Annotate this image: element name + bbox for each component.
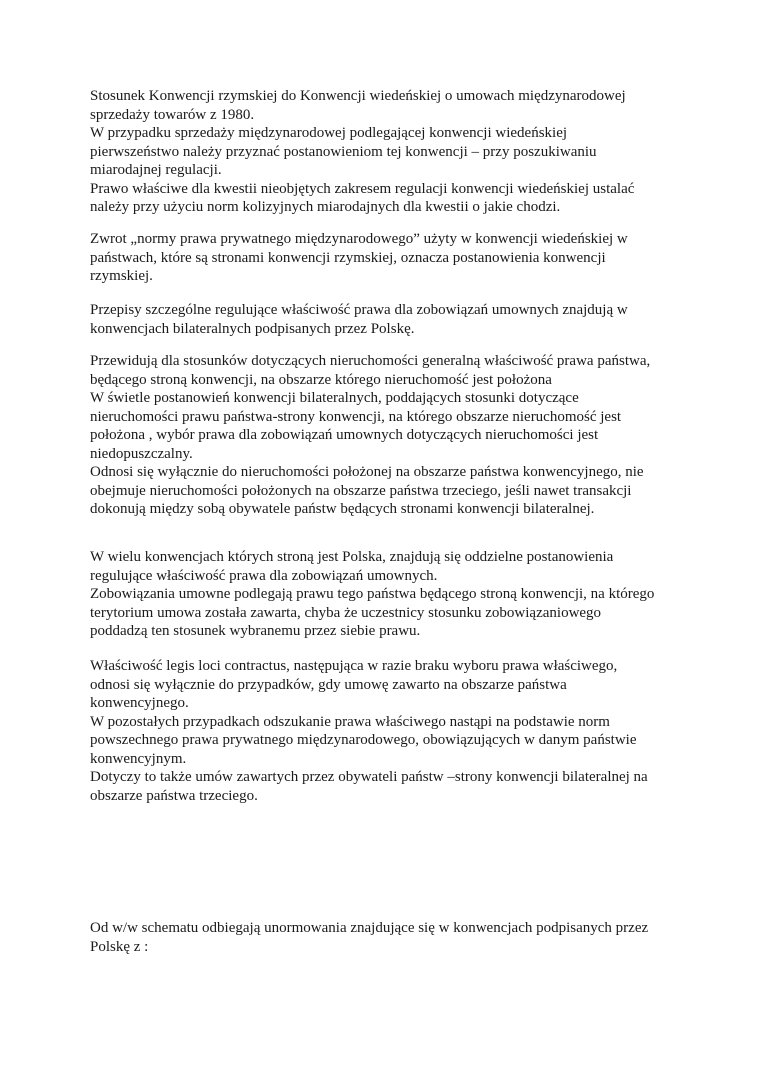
text-line: W pozostałych przypadkach odszukanie prawa właściwego nastąpi na podstawie norm (90, 713, 610, 730)
paragraph-deviating-regulations (90, 919, 690, 956)
text-line: W wielu konwencjach których stroną jest Polska, znajdują się oddzielne postanowienia (90, 549, 614, 565)
paragraph-legis-loci-contractus (90, 657, 690, 805)
text-line: W świetle postanowień konwencji bilateralnych, poddających stosunki dotyczące (90, 390, 579, 406)
text-line: dokonują między sobą obywatele państw będących stronami konwencji bilateralnej. (90, 501, 595, 517)
text-line: należy przy użyciu norm kolizyjnych miarodajnych dla kwestii o jakie chodzi. (90, 199, 561, 215)
text-line: Od w/w schematu odbiegają unormowania znajdujące się w konwencjach podpisanych przez (90, 920, 649, 936)
text-line: W przypadku sprzedaży międzynarodowej podlegającej konwencji wiedeńskiej (90, 125, 568, 141)
text-line: nieruchomości prawu państwa-strony konwencji, na którego obszarze nieruchomość jest (90, 408, 622, 425)
text-line: rzymskiej. (90, 268, 153, 284)
paragraph-contractual-obligations (90, 548, 690, 641)
text-line: państwach, które są stronami konwencji rzymskiej, oznacza postanowienia konwencji (90, 249, 606, 266)
text-line: położona , wybór prawa dla zobowiązań umownych dotyczących nieruchomości jest (90, 427, 599, 443)
text-line: poddadzą ten stosunek wybranemu przez siebie prawu. (90, 623, 421, 639)
text-line: Zwrot „normy prawa prywatnego międzynarodowego” użyty w konwencji wiedeńskiej w (90, 231, 628, 247)
text-line: Prawo właściwe dla kwestii nieobjętych zakresem regulacji konwencji wiedeńskiej ustalać (90, 180, 635, 197)
text-line: Odnosi się wyłącznie do nieruchomości położonej na obszarze państwa konwencyjnego, nie (90, 464, 644, 480)
text-line: konwencjach bilateralnych podpisanych przez Polskę. (90, 320, 415, 337)
text-line: niedopuszczalny. (90, 445, 193, 462)
paragraph-private-international-law-phrase (90, 230, 690, 286)
text-line: Dotyczy to także umów zawartych przez obywateli państw –strony konwencji bilateralnej na (90, 769, 648, 785)
text-line: pierwszeństwo należy przyznać postanowieniom tej konwencji – przy poszukiwaniu (90, 143, 597, 160)
text-line: obejmuje nieruchomości położonych na obszarze państwa trzeciego, jeśli nawet transakcji (90, 482, 632, 499)
paragraph-rome-vienna-relation (90, 87, 690, 217)
text-line: powszechnego prawa prywatnego międzynarodowego, obowiązujących w danym państwie (90, 732, 637, 748)
text-line: terytorium umowa została zawarta, chyba że uczestnicy stosunku zobowiązaniowego (90, 604, 602, 621)
text-line: regulujące właściwość prawa dla zobowiązań umownych. (90, 567, 438, 584)
paragraph-special-provisions (90, 301, 690, 338)
text-line: Zobowiązania umowne podlegają prawu tego państwa będącego stroną konwencji, na którego (90, 586, 655, 602)
paragraph-real-estate (90, 352, 690, 519)
text-line: Przewidują dla stosunków dotyczących nieruchomości generalną właściwość prawa państwa, (90, 353, 651, 369)
text-line: konwencyjnego. (90, 695, 189, 711)
text-line: sprzedaży towarów z 1980. (90, 106, 255, 123)
text-line: Właściwość legis loci contractus, następująca w razie braku wyboru prawa właściwego, (90, 658, 618, 674)
text-line: odnosi się wyłącznie do przypadków, gdy umowę zawarto na obszarze państwa (90, 676, 567, 693)
text-line: obszarze państwa trzeciego. (90, 787, 258, 804)
text-line: Polskę z : (90, 938, 149, 955)
text-line: miarodajnej regulacji. (90, 162, 222, 178)
text-line: będącego stroną konwencji, na obszarze którego nieruchomość jest położona (90, 371, 552, 388)
text-line: konwencyjnym. (90, 750, 187, 767)
text-line: Stosunek Konwencji rzymskiej do Konwencji wiedeńskiej o umowach międzynarodowej (90, 88, 626, 104)
text-line: Przepisy szczególne regulujące właściwość prawa dla zobowiązań umownych znajdują w (90, 302, 628, 318)
